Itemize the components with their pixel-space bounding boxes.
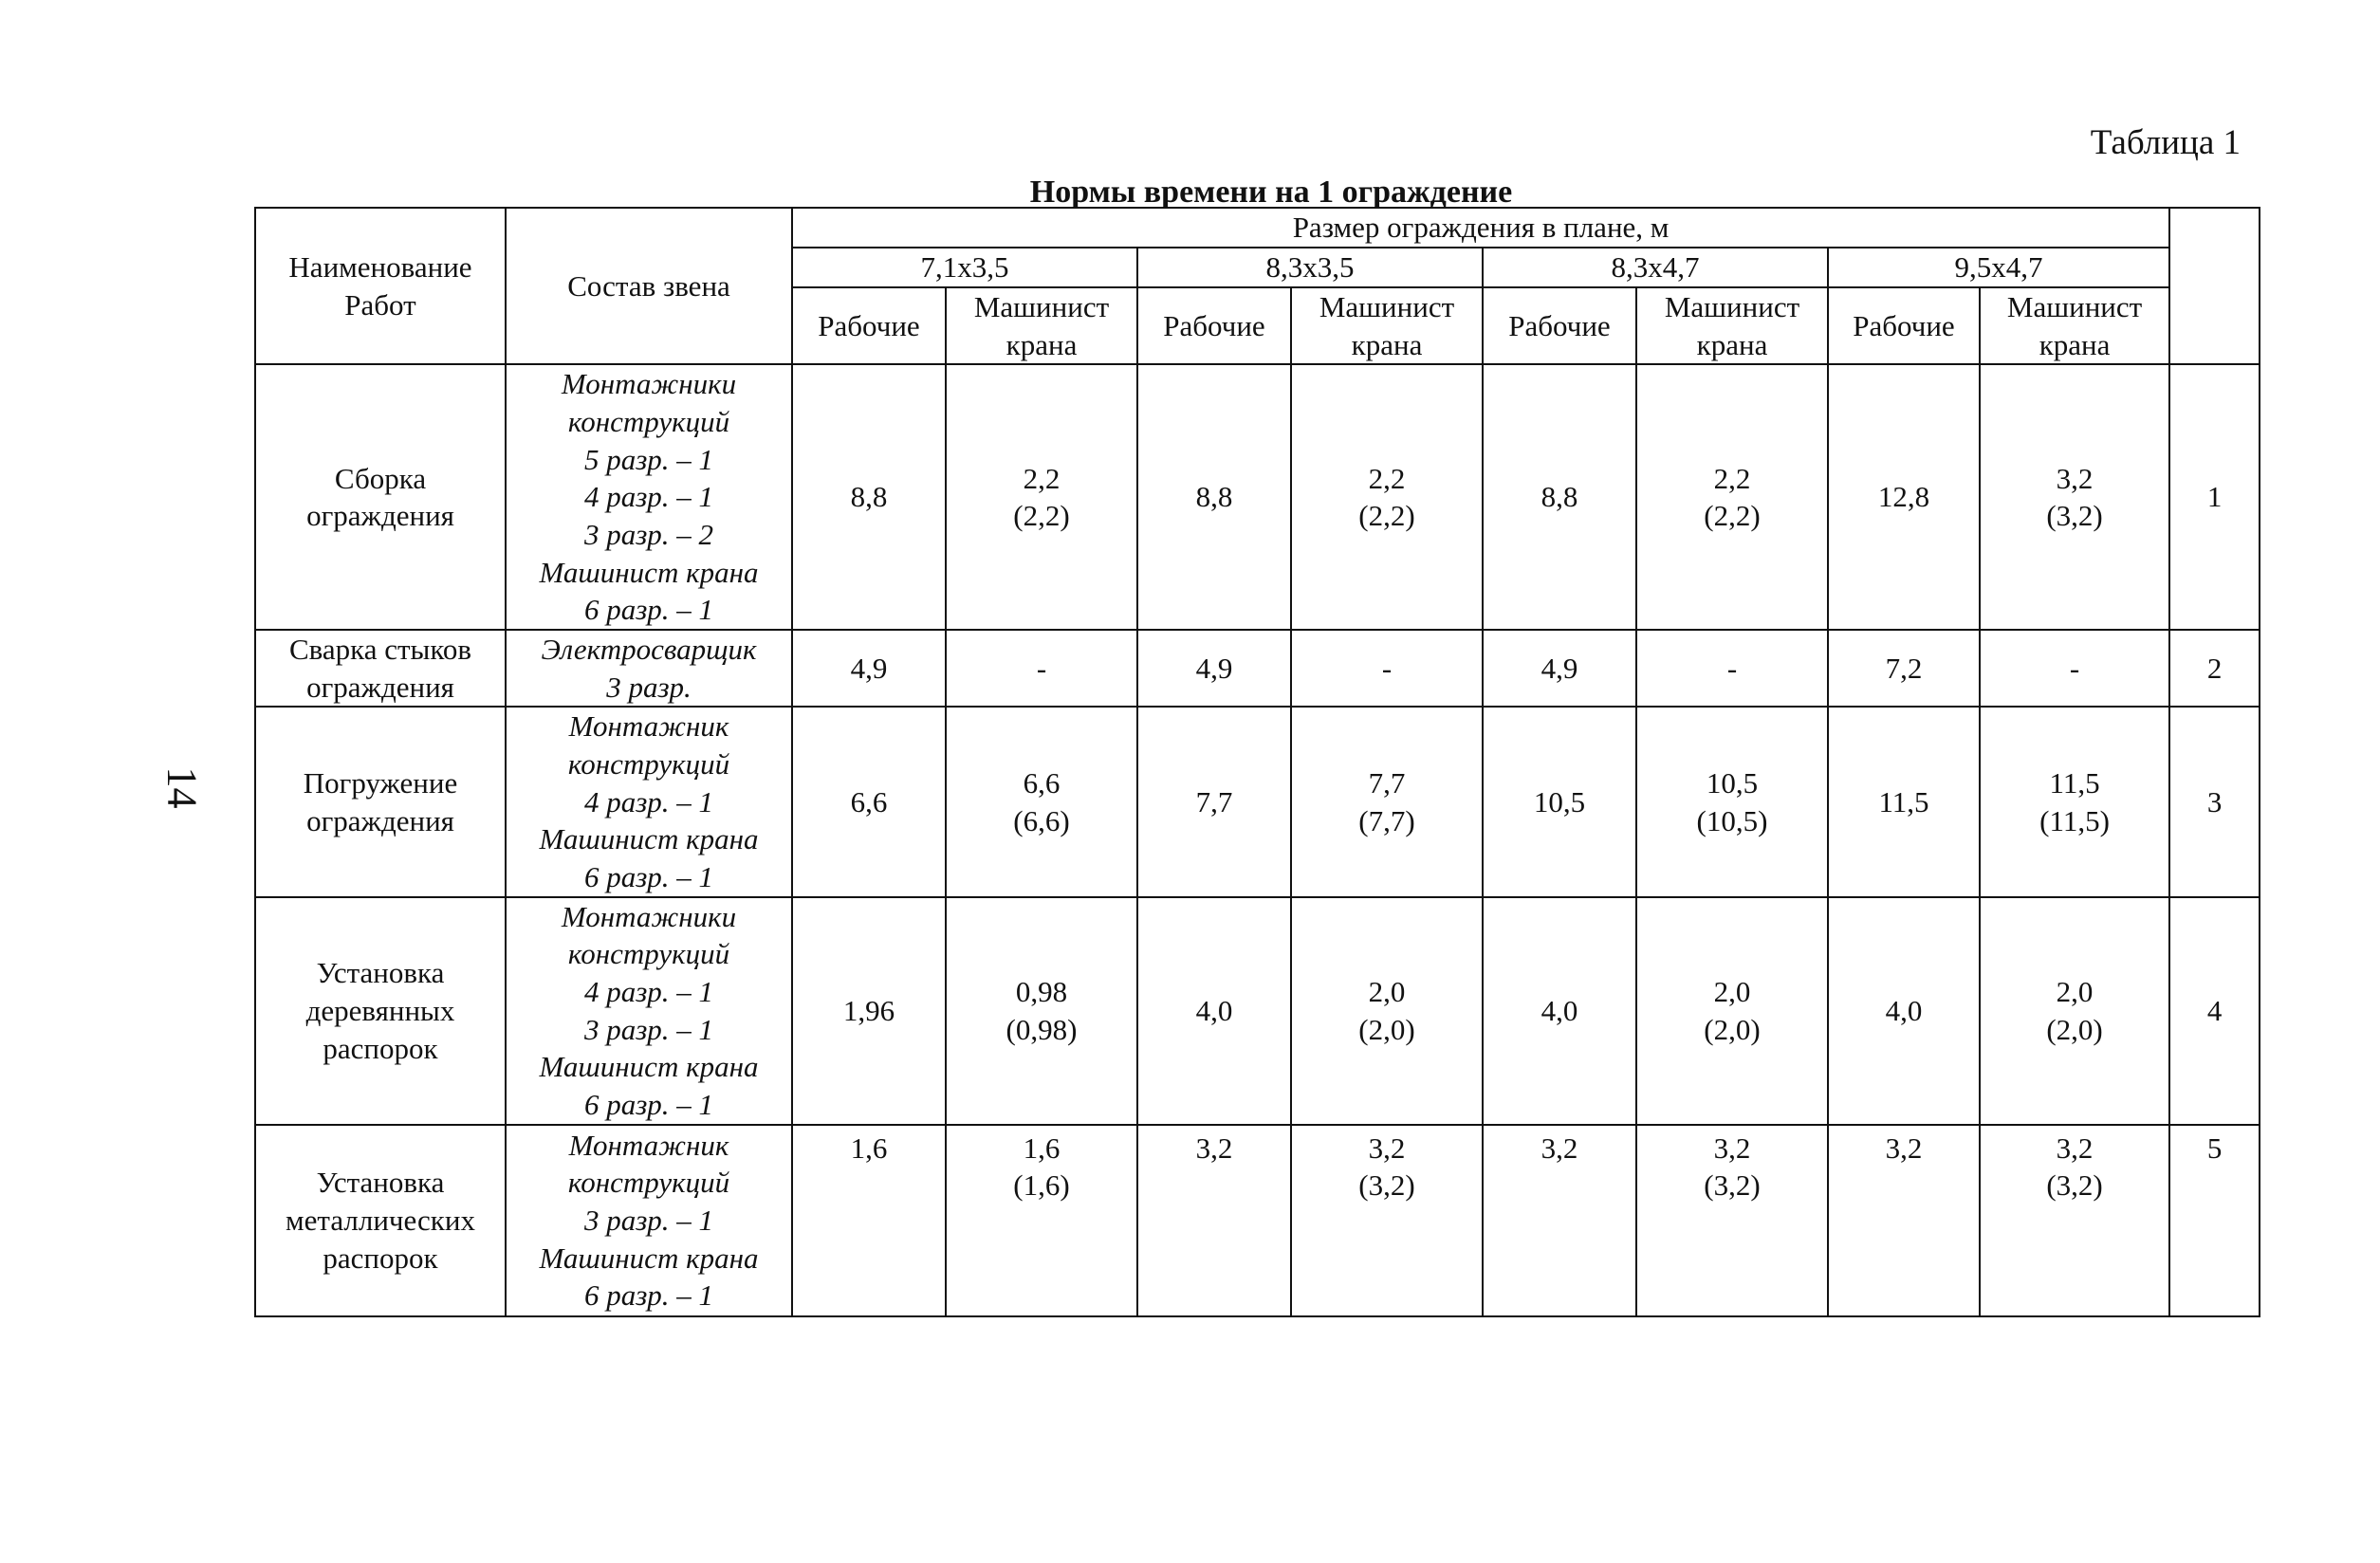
value-cell: 4,0 [1828, 897, 1980, 1125]
value-cell: 3,2 [1483, 1125, 1636, 1316]
value-cell: 10,5 [1483, 707, 1636, 896]
value-cell: 2,0 (2,0) [1291, 897, 1483, 1125]
value-cell: 3,2 (3,2) [1980, 364, 2169, 630]
value-cell: 8,8 [1483, 364, 1636, 630]
header-workers: Рабочие [1483, 287, 1636, 364]
header-workers: Рабочие [1828, 287, 1980, 364]
row-number: 2 [2169, 630, 2260, 707]
value-cell: - [1291, 630, 1483, 707]
value-cell: 2,2 (2,2) [1291, 364, 1483, 630]
value-cell: 7,2 [1828, 630, 1980, 707]
page-number: 14 [158, 766, 206, 809]
header-workers: Рабочие [1137, 287, 1291, 364]
crew-composition: Монтажник конструкций 4 разр. – 1 Машинист крана 6 разр. – 1 [506, 707, 792, 896]
work-name: Сварка стыков ограждения [255, 630, 506, 707]
value-cell: 0,98 (0,98) [946, 897, 1137, 1125]
header-crane-operator: Машинист крана [1636, 287, 1828, 364]
value-cell: 6,6 (6,6) [946, 707, 1137, 896]
value-cell: 4,0 [1137, 897, 1291, 1125]
value-cell: 8,8 [1137, 364, 1291, 630]
value-cell: 2,0 (2,0) [1636, 897, 1828, 1125]
table-row [255, 364, 2260, 630]
value-cell: 4,9 [1137, 630, 1291, 707]
value-cell: 2,2 (2,2) [1636, 364, 1828, 630]
value-cell: 3,2 (3,2) [1980, 1125, 2169, 1316]
work-name: Установка деревянных распорок [255, 897, 506, 1125]
value-cell: 4,9 [792, 630, 946, 707]
row-number: 5 [2169, 1125, 2260, 1316]
row-number: 4 [2169, 897, 2260, 1125]
value-cell: 3,2 (3,2) [1291, 1125, 1483, 1316]
header-crane-operator: Машинист крана [1291, 287, 1483, 364]
value-cell: 1,6 (1,6) [946, 1125, 1137, 1316]
value-cell: 11,5 [1828, 707, 1980, 896]
table-row [255, 1125, 2260, 1316]
header-work-name: Наименование Работ [255, 208, 506, 364]
row-number: 1 [2169, 364, 2260, 630]
work-name: Установка металлических распорок [255, 1125, 506, 1316]
header-size-group: Размер ограждения в плане, м [792, 208, 2169, 248]
value-cell: 7,7 (7,7) [1291, 707, 1483, 896]
value-cell: 3,2 [1137, 1125, 1291, 1316]
value-cell: - [946, 630, 1137, 707]
table-row [255, 707, 2260, 896]
value-cell: 6,6 [792, 707, 946, 896]
crew-composition: Монтажник конструкций 3 разр. – 1 Машинист крана 6 разр. – 1 [506, 1125, 792, 1316]
header-size: 9,5x4,7 [1828, 248, 2169, 287]
value-cell: 7,7 [1137, 707, 1291, 896]
header-size: 7,1x3,5 [792, 248, 1137, 287]
row-number: 3 [2169, 707, 2260, 896]
table-row [255, 897, 2260, 1125]
value-cell: 2,2 (2,2) [946, 364, 1137, 630]
value-cell: - [1636, 630, 1828, 707]
value-cell: 4,0 [1483, 897, 1636, 1125]
header-size: 8,3x3,5 [1137, 248, 1483, 287]
value-cell: 4,9 [1483, 630, 1636, 707]
header-number [2169, 208, 2260, 364]
value-cell: - [1980, 630, 2169, 707]
value-cell: 3,2 [1828, 1125, 1980, 1316]
crew-composition: Электросварщик 3 разр. [506, 630, 792, 707]
value-cell: 10,5 (10,5) [1636, 707, 1828, 896]
value-cell: 3,2 (3,2) [1636, 1125, 1828, 1316]
header-crane-operator: Машинист крана [946, 287, 1137, 364]
value-cell: 2,0 (2,0) [1980, 897, 2169, 1125]
work-name: Погружение ограждения [255, 707, 506, 896]
table-title: Нормы времени на 1 ограждение [1029, 175, 1513, 210]
header-crane-operator: Машинист крана [1980, 287, 2169, 364]
crew-composition: Монтажники конструкций 4 разр. – 1 3 разр. – 1 Машинист крана 6 разр. – 1 [506, 897, 792, 1125]
header-size: 8,3x4,7 [1483, 248, 1828, 287]
value-cell: 12,8 [1828, 364, 1980, 630]
table-label: Таблица 1 [2090, 123, 2241, 162]
value-cell: 11,5 (11,5) [1980, 707, 2169, 896]
crew-composition: Монтажники конструкций 5 разр. – 1 4 разр. – 1 3 разр. – 2 Машинист крана 6 разр. – 1 [506, 364, 792, 630]
value-cell: 1,96 [792, 897, 946, 1125]
value-cell: 8,8 [792, 364, 946, 630]
header-workers: Рабочие [792, 287, 946, 364]
norms-table [254, 207, 2260, 1317]
header-crew: Состав звена [506, 208, 792, 364]
table-row [255, 630, 2260, 707]
value-cell: 1,6 [792, 1125, 946, 1316]
work-name: Сборка ограждения [255, 364, 506, 630]
